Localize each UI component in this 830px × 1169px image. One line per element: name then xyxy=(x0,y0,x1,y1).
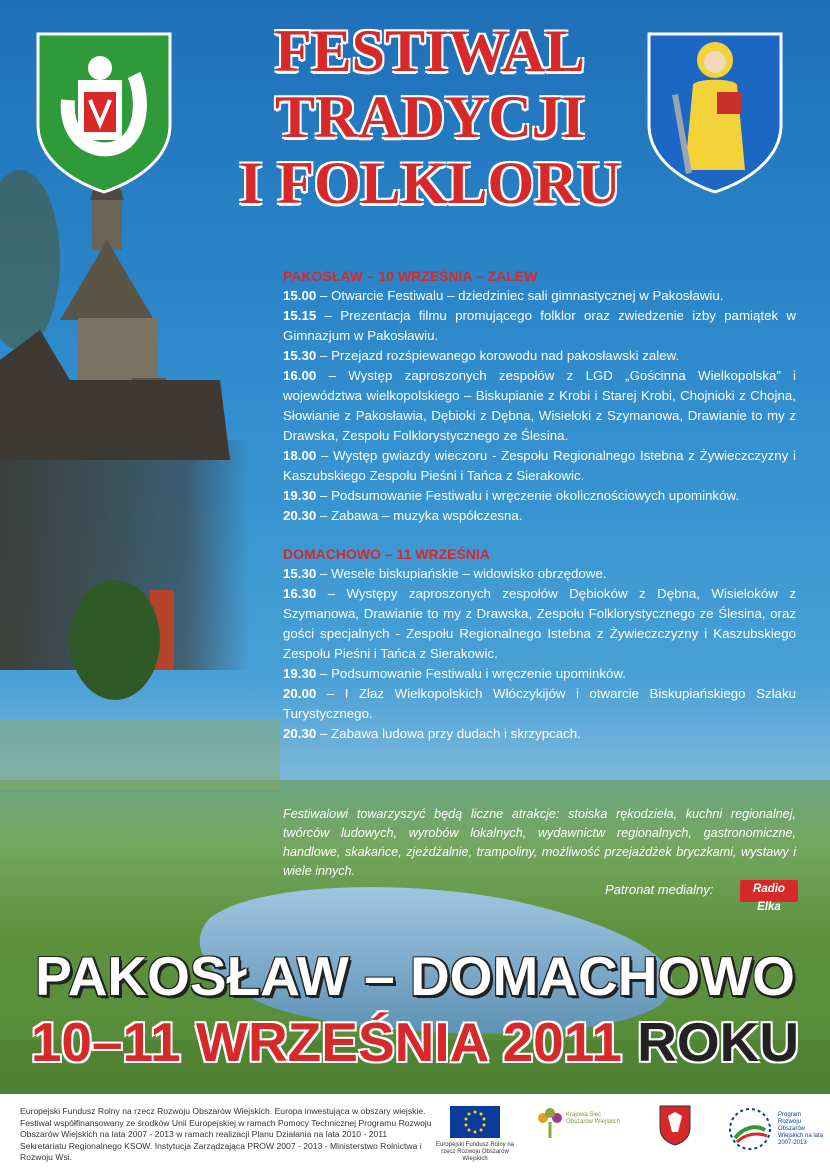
program-item xyxy=(283,724,796,744)
wielkopolska-crest-icon xyxy=(658,1104,692,1146)
item-time: 16.00 xyxy=(283,368,317,383)
domachowo-coat-of-arms-icon xyxy=(645,30,785,195)
program-item xyxy=(283,446,796,486)
ksow-caption: Krajowa Sieć Obszarów Wiejskich xyxy=(566,1112,621,1125)
radio-elka-logo: Radio Elka xyxy=(740,880,798,902)
item-text: – Zabawa ludowa przy dudach i skrzypcach. xyxy=(316,726,581,741)
date-line xyxy=(0,1010,830,1074)
title-line-1: FESTIWAL xyxy=(274,18,586,84)
eu-flag-icon xyxy=(450,1106,500,1138)
program-item xyxy=(283,486,796,506)
eu-caption: Europejski Fundusz Rolny na rzecz Rozwoju Obszarów Wiejskich xyxy=(435,1142,515,1162)
item-text: – Zabawa – muzyka współczesna. xyxy=(316,508,523,523)
item-text: – Wesele biskupiańskie – widowisko obrzędowe. xyxy=(316,566,607,581)
title-line-2: TRADYCJI xyxy=(274,84,586,150)
place-line: PAKOSŁAW – DOMACHOWO xyxy=(35,945,795,1007)
item-text: – I Złaz Wielkopolskich Włóczykijów i otwarcie Biskupiańskiego Szlaku Turystycznego. xyxy=(283,686,796,721)
program-item xyxy=(283,664,796,684)
item-time: 15.30 xyxy=(283,566,317,581)
item-text: – Występ zaproszonych zespołów z LGD „Gościnna Wielkopolska” i województwa wielkopolskiego – Biskupianie z Krobi i Starej Krobi, Chojnioki z Chojna, Słowianie z Pakosławia, Dębioki z Dębna, Wisieloki z Szymanowa, Drawianie to my z Drawska, Zespołu Folklorystycznego ze Ślesina. xyxy=(283,368,796,443)
ksow-logo-icon xyxy=(535,1108,565,1140)
date-red: 10–11 WRZEŚNIA 2011 xyxy=(30,1011,622,1073)
date-dark: ROKU xyxy=(621,1011,800,1073)
media-patron-label: Patronat medialny: xyxy=(605,882,714,897)
item-text: – Podsumowanie Festiwalu i wręczenie okolicznościowych upominków. xyxy=(316,488,740,503)
program-item xyxy=(283,684,796,724)
festival-title xyxy=(150,18,710,216)
item-time: 15.30 xyxy=(283,348,317,363)
item-time: 15.00 xyxy=(283,288,317,303)
item-text: – Podsumowanie Festiwalu i wręczenie upominków. xyxy=(316,666,626,681)
footer-funding-text: Europejski Fundusz Rolny na rzecz Rozwoju Obszarów Wiejskich. Europa inwestująca w obszary wiejskie. Festiwal współfinansowany ze środków Unii Europejskiej w ramach Pomocy Technicznej Programu Rozwoju Obszarów Wiejskich na lata 2007 - 2013 w ramach realizacji Planu Działania na lata 2010 - 2011 Sekretariatu Regionalnego KSOW. Instytucja Zarządzająca PROW 2007 - 2013 - Ministerstwo Rolnictwa i Rozwoju Wsi. xyxy=(20,1106,432,1162)
item-time: 15.15 xyxy=(283,308,317,323)
section-heading-domachowo: DOMACHOWO – 11 WRZEŚNIA xyxy=(283,546,490,562)
program-item xyxy=(283,564,796,584)
section-heading-pakoslaw: PAKOSŁAW – 10 WRZEŚNIA – ZALEW xyxy=(283,268,538,284)
item-text: – Otwarcie Festiwalu – dziedziniec sali gimnastycznej w Pakosławiu. xyxy=(316,288,724,303)
attractions-note: Festiwalowi towarzyszyć będą liczne atrakcje: stoiska rękodzieła, kuchni regionalnej, twórców ludowych, wyrobów lokalnych, wydawnictw regionalnych, gastronomiczne, handlowe, skakańce, zjeżdżalnie, trampoliny, możliwość przejażdżek bryczkami, wystawy i wiele innych. xyxy=(283,807,796,878)
prow-logo-icon xyxy=(725,1104,775,1154)
program-item xyxy=(283,306,796,346)
program-item xyxy=(283,346,796,366)
item-time: 18.00 xyxy=(283,448,317,463)
item-text: – Występ gwiazdy wieczoru - Zespołu Regionalnego Istebna z Żywieczczyzny i Kaszubskiego Zespołu Pieśni i Tańca z Sierakowic. xyxy=(283,448,796,483)
program-item xyxy=(283,584,796,664)
title-line-3: I FOLKLORU xyxy=(239,150,621,216)
item-time: 16.30 xyxy=(283,586,317,601)
item-time: 20.30 xyxy=(283,508,317,523)
program-item xyxy=(283,286,796,306)
item-text: – Prezentacja filmu promującego folklor oraz zwiedzenie izby pamiątek w Gimnazjum w Pakosławiu. xyxy=(283,308,796,343)
item-time: 20.30 xyxy=(283,726,317,741)
program-content xyxy=(283,266,796,744)
item-time: 19.30 xyxy=(283,488,317,503)
item-time: 20.00 xyxy=(283,686,317,701)
program-item xyxy=(283,366,796,446)
footer xyxy=(0,1094,830,1169)
item-text: – Występy zaproszonych zespołów Dębioków z Dębna, Wisieloków z Szymanowa, Drawianie to my z Drawska, Zespołu Folklorystycznego ze Ślesina, oraz gości specjalnych - Zespołu Regionalnego Istebna z Żywieczczyzny i Kaszubskiego Zespołu Pieśni i Tańca z Sierakowic. xyxy=(283,586,796,661)
item-text: – Przejazd rozśpiewanego korowodu nad pakosławski zalew. xyxy=(316,348,680,363)
prow-caption: Program Rozwoju Obszarów Wiejskich na lata 2007-2013 xyxy=(778,1112,824,1146)
program-item xyxy=(283,506,796,526)
item-time: 19.30 xyxy=(283,666,317,681)
